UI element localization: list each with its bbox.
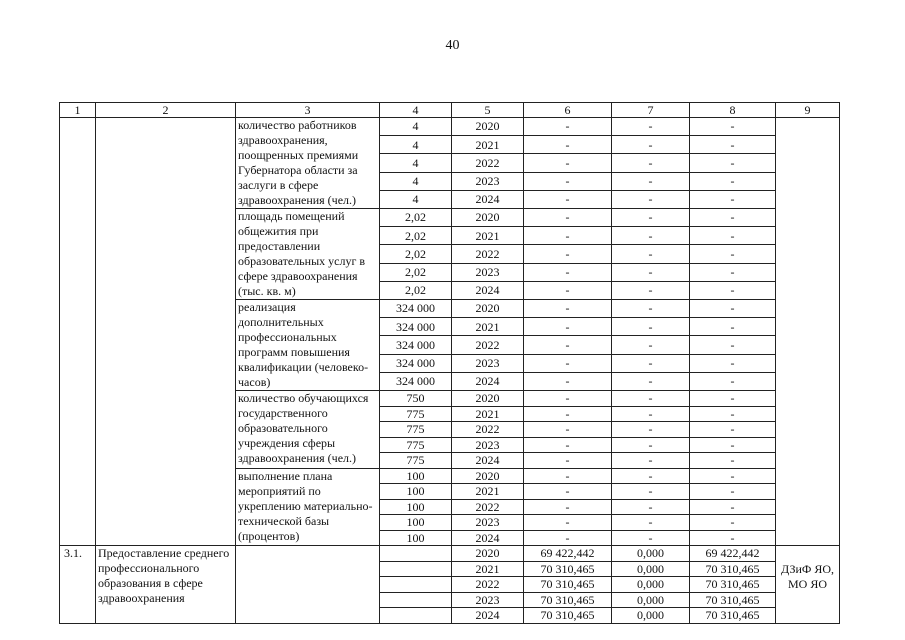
col9-blank-cell <box>776 118 840 546</box>
indicator-col7-dash: - <box>612 172 690 190</box>
section-col7: 0,000 <box>612 577 690 593</box>
indicator-col6-dash: - <box>524 515 612 531</box>
indicator-year: 2021 <box>452 484 524 500</box>
header-col-3: 3 <box>236 103 380 118</box>
indicator-col6-dash: - <box>524 209 612 227</box>
indicator-value: 775 <box>380 422 452 438</box>
indicator-col6-dash: - <box>524 154 612 172</box>
section-col8: 70 310,465 <box>690 592 776 608</box>
indicator-col6-dash: - <box>524 300 612 318</box>
indicator-col8-dash: - <box>690 245 776 263</box>
indicator-col7-dash: - <box>612 468 690 484</box>
indicator-col8-dash: - <box>690 154 776 172</box>
indicator-col7-dash: - <box>612 354 690 372</box>
indicator-col6-dash: - <box>524 453 612 469</box>
section-year: 2020 <box>452 546 524 562</box>
section-col8: 70 310,465 <box>690 608 776 624</box>
section-col4-blank <box>380 561 452 577</box>
indicator-value: 100 <box>380 468 452 484</box>
indicator-year: 2023 <box>452 515 524 531</box>
indicator-value: 2,02 <box>380 263 452 281</box>
indicator-col6-dash: - <box>524 499 612 515</box>
indicator-value: 324 000 <box>380 318 452 336</box>
col2-blank-cell <box>96 118 236 546</box>
indicator-year: 2021 <box>452 227 524 245</box>
section-col4-blank <box>380 592 452 608</box>
indicator-col8-dash: - <box>690 354 776 372</box>
program-table <box>59 102 840 624</box>
indicator-label: выполнение плана мероприятий по укреплению материально-технической базы (процентов) <box>236 468 380 546</box>
indicator-col8-dash: - <box>690 136 776 154</box>
indicator-year: 2023 <box>452 172 524 190</box>
indicator-col7-dash: - <box>612 499 690 515</box>
section-year: 2022 <box>452 577 524 593</box>
indicator-value: 4 <box>380 190 452 208</box>
indicator-label: площадь помещений общежития при предоставлении образовательных услуг в сфере здравоохранения (тыс. кв. м) <box>236 209 380 300</box>
indicator-year: 2020 <box>452 391 524 407</box>
indicator-col7-dash: - <box>612 190 690 208</box>
indicator-col8-dash: - <box>690 468 776 484</box>
indicator-col8-dash: - <box>690 318 776 336</box>
indicator-value: 4 <box>380 154 452 172</box>
indicator-value: 324 000 <box>380 300 452 318</box>
section-col8: 70 310,465 <box>690 577 776 593</box>
indicator-value: 775 <box>380 453 452 469</box>
indicator-year: 2022 <box>452 154 524 172</box>
indicator-label: реализация дополнительных профессиональных программ повышения квалификации (человеко-часов) <box>236 300 380 391</box>
indicator-col6-dash: - <box>524 354 612 372</box>
indicator-col6-dash: - <box>524 372 612 390</box>
indicator-col6-dash: - <box>524 227 612 245</box>
indicator-value: 2,02 <box>380 209 452 227</box>
indicator-label: количество работников здравоохранения, поощренных премиями Губернатора области за заслуги в сфере здравоохранения (чел.) <box>236 118 380 209</box>
section-number: 3.1. <box>60 546 96 624</box>
section-col7: 0,000 <box>612 546 690 562</box>
indicator-col7-dash: - <box>612 281 690 299</box>
indicator-col6-dash: - <box>524 391 612 407</box>
header-col-4: 4 <box>380 103 452 118</box>
indicator-year: 2022 <box>452 336 524 354</box>
indicator-col8-dash: - <box>690 499 776 515</box>
indicator-year: 2022 <box>452 245 524 263</box>
section-col4-blank <box>380 546 452 562</box>
header-col-1: 1 <box>60 103 96 118</box>
header-col-7: 7 <box>612 103 690 118</box>
section-total: 70 310,465 <box>524 608 612 624</box>
indicator-value: 4 <box>380 118 452 136</box>
indicator-year: 2020 <box>452 118 524 136</box>
indicator-col7-dash: - <box>612 245 690 263</box>
indicator-value: 100 <box>380 499 452 515</box>
indicator-col7-dash: - <box>612 422 690 438</box>
section-total: 70 310,465 <box>524 592 612 608</box>
indicator-value: 750 <box>380 391 452 407</box>
header-col-2: 2 <box>96 103 236 118</box>
indicator-value: 775 <box>380 406 452 422</box>
indicator-year: 2021 <box>452 136 524 154</box>
indicator-col6-dash: - <box>524 118 612 136</box>
indicator-col6-dash: - <box>524 136 612 154</box>
indicator-col8-dash: - <box>690 300 776 318</box>
indicator-value: 2,02 <box>380 245 452 263</box>
indicator-value: 775 <box>380 437 452 453</box>
indicator-year: 2023 <box>452 263 524 281</box>
indicator-col8-dash: - <box>690 209 776 227</box>
indicator-value: 4 <box>380 172 452 190</box>
indicator-col8-dash: - <box>690 190 776 208</box>
section-col7: 0,000 <box>612 608 690 624</box>
indicator-col6-dash: - <box>524 422 612 438</box>
indicator-col7-dash: - <box>612 300 690 318</box>
indicator-col7-dash: - <box>612 318 690 336</box>
indicator-value: 324 000 <box>380 354 452 372</box>
indicator-col6-dash: - <box>524 468 612 484</box>
indicator-col8-dash: - <box>690 406 776 422</box>
header-col-6: 6 <box>524 103 612 118</box>
section-col4-blank <box>380 608 452 624</box>
section-title: Предоставление среднего профессионального образования в сфере здравоохранения <box>96 546 236 624</box>
indicator-year: 2022 <box>452 499 524 515</box>
indicator-col8-dash: - <box>690 336 776 354</box>
indicator-value: 324 000 <box>380 336 452 354</box>
indicator-col7-dash: - <box>612 136 690 154</box>
section-total: 70 310,465 <box>524 577 612 593</box>
section-row <box>60 546 840 562</box>
indicator-year: 2024 <box>452 281 524 299</box>
indicator-col6-dash: - <box>524 172 612 190</box>
indicator-col8-dash: - <box>690 453 776 469</box>
indicator-year: 2020 <box>452 209 524 227</box>
indicator-year: 2021 <box>452 318 524 336</box>
indicator-col7-dash: - <box>612 154 690 172</box>
indicator-col6-dash: - <box>524 484 612 500</box>
header-col-8: 8 <box>690 103 776 118</box>
indicator-col6-dash: - <box>524 336 612 354</box>
indicator-col6-dash: - <box>524 190 612 208</box>
indicator-value: 4 <box>380 136 452 154</box>
indicator-col6-dash: - <box>524 281 612 299</box>
indicator-value: 2,02 <box>380 281 452 299</box>
program-table-container <box>59 102 839 622</box>
indicator-col7-dash: - <box>612 453 690 469</box>
indicator-value: 2,02 <box>380 227 452 245</box>
indicator-value: 100 <box>380 484 452 500</box>
section-responsible: ДЗиФ ЯО, МО ЯО <box>776 546 840 624</box>
indicator-col7-dash: - <box>612 484 690 500</box>
indicator-col7-dash: - <box>612 530 690 546</box>
section-col8: 69 422,442 <box>690 546 776 562</box>
indicator-col7-dash: - <box>612 515 690 531</box>
section-col4-blank <box>380 577 452 593</box>
indicator-col6-dash: - <box>524 245 612 263</box>
indicator-col8-dash: - <box>690 515 776 531</box>
section-col8: 70 310,465 <box>690 561 776 577</box>
indicator-col8-dash: - <box>690 372 776 390</box>
indicator-col8-dash: - <box>690 118 776 136</box>
section-year: 2024 <box>452 608 524 624</box>
indicator-col8-dash: - <box>690 437 776 453</box>
indicator-col7-dash: - <box>612 391 690 407</box>
indicator-col6-dash: - <box>524 263 612 281</box>
section-year: 2023 <box>452 592 524 608</box>
indicator-year: 2023 <box>452 354 524 372</box>
indicator-row <box>60 118 840 136</box>
indicator-col6-dash: - <box>524 318 612 336</box>
header-row <box>60 103 840 118</box>
indicator-value: 100 <box>380 530 452 546</box>
section-col7: 0,000 <box>612 592 690 608</box>
indicator-col7-dash: - <box>612 209 690 227</box>
indicator-col8-dash: - <box>690 172 776 190</box>
indicator-col8-dash: - <box>690 391 776 407</box>
indicator-col8-dash: - <box>690 263 776 281</box>
indicator-col7-dash: - <box>612 336 690 354</box>
indicator-col6-dash: - <box>524 530 612 546</box>
indicator-year: 2024 <box>452 530 524 546</box>
indicator-year: 2022 <box>452 422 524 438</box>
indicator-year: 2020 <box>452 300 524 318</box>
indicator-col7-dash: - <box>612 406 690 422</box>
section-total: 70 310,465 <box>524 561 612 577</box>
indicator-year: 2024 <box>452 372 524 390</box>
indicator-year: 2024 <box>452 190 524 208</box>
indicator-col8-dash: - <box>690 281 776 299</box>
indicator-value: 324 000 <box>380 372 452 390</box>
indicator-label: количество обучающихся государственного образовательного учреждения сферы здравоохранения (чел.) <box>236 391 380 469</box>
section-col7: 0,000 <box>612 561 690 577</box>
indicator-year: 2024 <box>452 453 524 469</box>
indicator-col6-dash: - <box>524 406 612 422</box>
indicator-col8-dash: - <box>690 422 776 438</box>
section-total: 69 422,442 <box>524 546 612 562</box>
header-col-9: 9 <box>776 103 840 118</box>
indicator-col7-dash: - <box>612 227 690 245</box>
indicator-col7-dash: - <box>612 118 690 136</box>
indicator-col7-dash: - <box>612 263 690 281</box>
col1-blank-cell <box>60 118 96 546</box>
section-col3-blank <box>236 546 380 624</box>
indicator-col7-dash: - <box>612 437 690 453</box>
indicator-col8-dash: - <box>690 484 776 500</box>
indicator-year: 2023 <box>452 437 524 453</box>
indicator-col7-dash: - <box>612 372 690 390</box>
indicator-year: 2021 <box>452 406 524 422</box>
page-number: 40 <box>445 38 460 53</box>
indicator-col8-dash: - <box>690 530 776 546</box>
header-col-5: 5 <box>452 103 524 118</box>
indicator-year: 2020 <box>452 468 524 484</box>
indicator-col6-dash: - <box>524 437 612 453</box>
indicator-col8-dash: - <box>690 227 776 245</box>
indicator-value: 100 <box>380 515 452 531</box>
section-year: 2021 <box>452 561 524 577</box>
program-table-body <box>60 103 840 624</box>
